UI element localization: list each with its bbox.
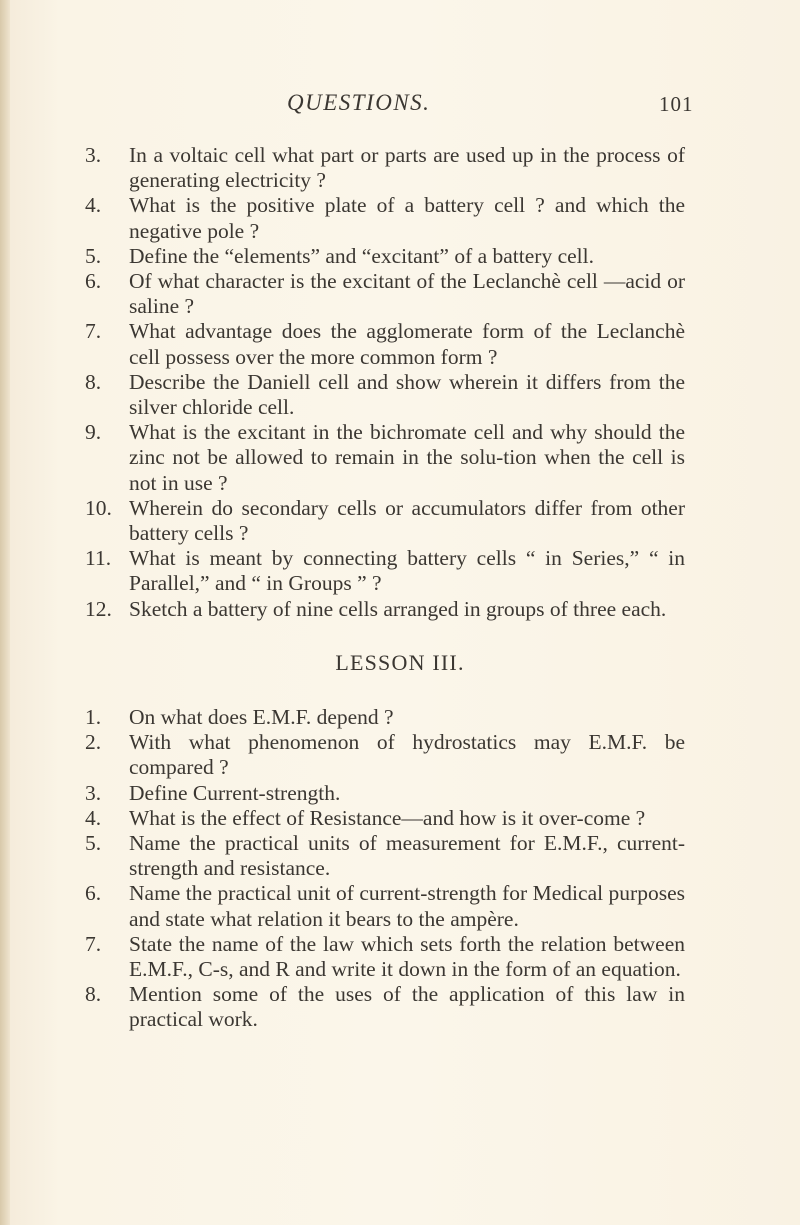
question-number: 9. [85, 420, 102, 445]
question-number: 8. [85, 369, 102, 394]
question-item [85, 496, 685, 546]
question-text: Mention some of the uses of the application of this law in practical work. [129, 982, 685, 1032]
lesson-heading: LESSON III. [335, 650, 465, 675]
question-list-continued [85, 143, 685, 622]
question-text: Of what character is the excitant of the Leclanchè cell —acid or saline ? [129, 269, 685, 319]
page-edge-shadow [0, 0, 10, 1225]
question-number: 4. [85, 805, 102, 830]
question-item [85, 546, 685, 596]
question-text: What advantage does the agglomerate form of the Leclanchè cell possess over the more common form ? [129, 319, 685, 369]
page-header [0, 90, 800, 120]
running-title: QUESTIONS. [287, 90, 431, 115]
question-text: What is meant by connecting battery cells “ in Series,” “ in Parallel,” and “ in Groups ” ? [129, 546, 685, 596]
question-number: 3. [85, 143, 102, 167]
question-number: 7. [85, 319, 102, 344]
question-number: 6. [85, 269, 102, 294]
question-number: 7. [85, 931, 102, 956]
question-text: On what does E.M.F. depend ? [129, 705, 394, 729]
question-number: 3. [85, 780, 102, 805]
question-text: Define the “elements” and “excitant” of a battery cell. [129, 243, 594, 268]
question-number: 1. [85, 705, 102, 729]
question-text: State the name of the law which sets forth the relation between E.M.F., C-s, and R and write it down in the form of an equation. [129, 931, 685, 982]
question-number: 5. [85, 831, 102, 856]
question-text: What is the effect of Resistance—and how is it over-come ? [129, 805, 646, 830]
question-text: What is the positive plate of a battery cell ? and which the negative pole ? [129, 193, 685, 243]
question-text: In a voltaic cell what part or parts are used up in the process of generating electricity ? [129, 143, 685, 193]
question-item [85, 269, 685, 319]
question-number: 2. [85, 730, 102, 755]
question-item [85, 244, 685, 269]
question-number: 4. [85, 193, 102, 218]
question-text: Sketch a battery of nine cells arranged in groups of three each. [129, 596, 667, 621]
question-number: 8. [85, 982, 102, 1007]
question-number: 12. [85, 596, 112, 621]
question-number: 6. [85, 881, 102, 906]
question-number: 10. [85, 495, 112, 520]
question-item [85, 831, 685, 881]
question-item [85, 193, 685, 243]
question-number: 5. [85, 243, 102, 268]
question-text: Wherein do secondary cells or accumulators differ from other battery cells ? [129, 495, 685, 546]
question-text: Describe the Daniell cell and show wherein it differs from the silver chloride cell. [129, 369, 685, 420]
page-number: 101 [659, 92, 694, 116]
question-item [85, 881, 685, 931]
question-item [85, 420, 685, 496]
question-text: Define Current-strength. [129, 780, 341, 805]
question-text: What is the excitant in the bichromate cell and why should the zinc not be allowed to remain in the solu-tion when the cell is not in use ? [129, 420, 685, 495]
question-item [85, 730, 685, 780]
question-item [85, 781, 685, 806]
question-text: Name the practical units of measurement for E.M.F., current-strength and resistance. [129, 831, 685, 881]
question-item [85, 597, 685, 622]
question-text: With what phenomenon of hydrostatics may E.M.F. be compared ? [129, 730, 685, 780]
lesson-question-list [85, 705, 685, 1033]
question-item [85, 705, 685, 730]
question-number: 11. [85, 546, 112, 571]
question-item [85, 806, 685, 831]
question-text: Name the practical unit of current-strength for Medical purposes and state what relation it bears to the ampère. [129, 881, 685, 931]
question-item [85, 370, 685, 420]
question-item [85, 143, 685, 193]
question-item [85, 319, 685, 369]
question-item [85, 982, 685, 1032]
question-item [85, 932, 685, 982]
